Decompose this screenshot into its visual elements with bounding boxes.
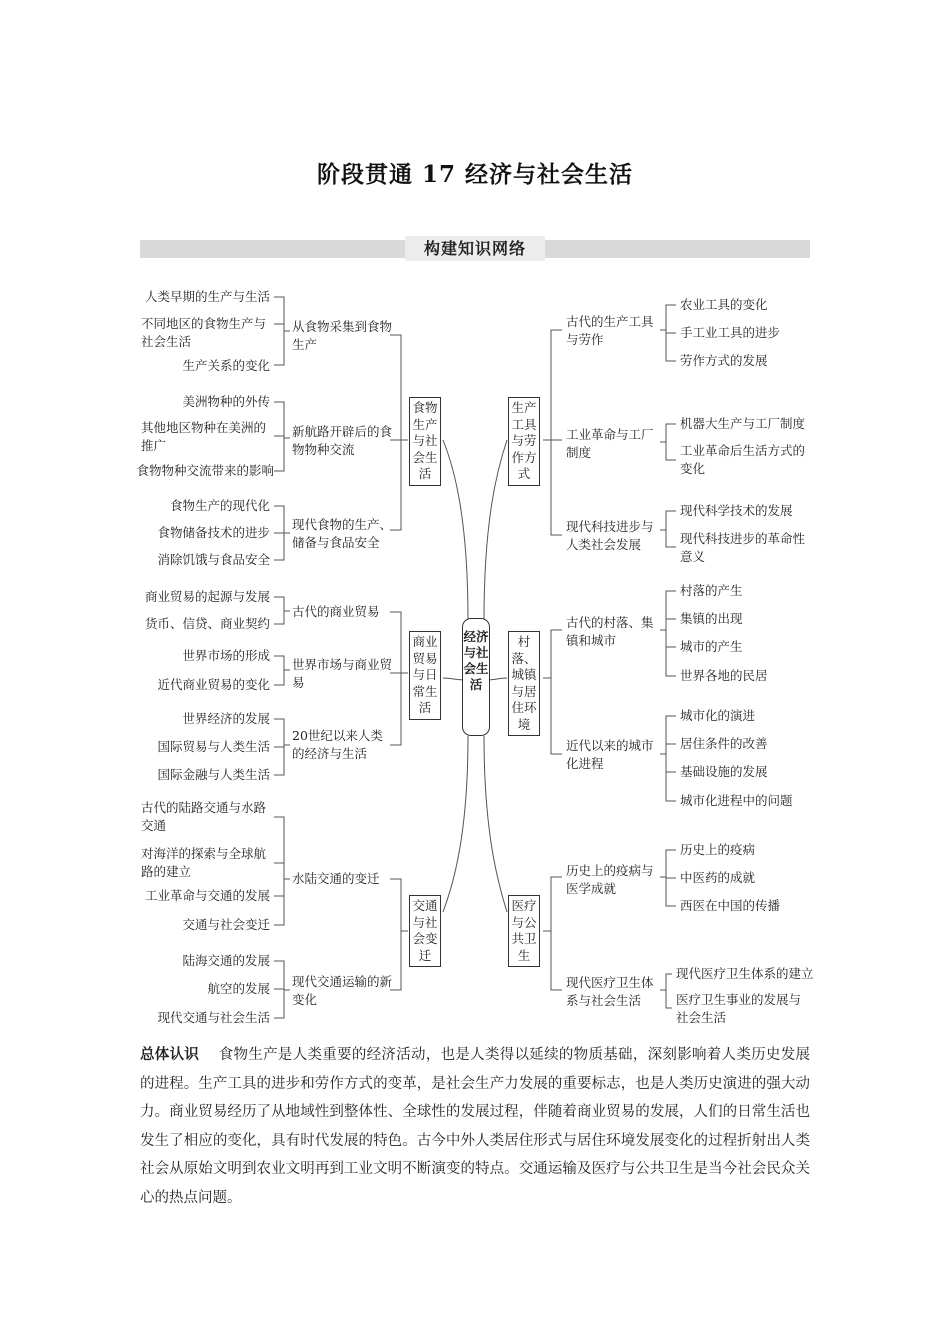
sub-modern-transport: 现代交通运输的新变化 (292, 974, 393, 1007)
sub-world-market: 世界市场与商业贸易 (292, 657, 393, 690)
sub-ancient-settlements: 古代的村落、集镇和城市 (566, 615, 654, 648)
sub-20th-century: 20世纪以来人类的经济与生活 (292, 728, 383, 761)
leaf-food-modernization: 食物生产的现代化 (169, 498, 270, 513)
leaf-urban-evolution: 城市化的演进 (680, 708, 756, 723)
leaf-early-life: 人类早期的生产与生活 (144, 289, 270, 304)
leaf-storage-tech: 食物储备技术的进步 (157, 525, 270, 540)
node-transport: 交通与社会变迁 (409, 895, 441, 967)
sub-urbanization: 近代以来的城市化进程 (566, 738, 654, 771)
sub-species-exchange: 新航路开辟后的食物物种交流 (292, 424, 393, 457)
leaf-currency-credit: 货币、信贷、商业契约 (144, 616, 270, 631)
leaf-health-development: 医疗卫生事业的发展与社会生活 (676, 992, 802, 1025)
leaf-modern-life: 现代交通与社会生活 (157, 1010, 270, 1025)
node-trade: 商业贸易与日常生活 (409, 631, 441, 720)
node-health: 医疗与公共卫生 (508, 895, 540, 967)
sub-modern-tech: 现代科技进步与人类社会发展 (566, 519, 654, 552)
leaf-tcm: 中医药的成就 (680, 870, 756, 885)
sub-modern-health: 现代医疗卫生体系与社会生活 (566, 975, 654, 1008)
sub-industrial-factory: 工业革命与工厂制度 (566, 427, 654, 460)
leaf-health-system: 现代医疗卫生体系的建立 (676, 966, 814, 981)
leaf-intl-trade: 国际贸易与人类生活 (157, 739, 270, 754)
leaf-tech-revolution: 现代科技进步的革命性意义 (680, 531, 806, 564)
sub-modern-food: 现代食物的生产、储备与食品安全 (292, 517, 393, 550)
leaf-urban-problems: 城市化进程中的问题 (680, 793, 793, 808)
sub-food-gathering: 从食物采集到食物生产 (292, 319, 393, 352)
leaf-lifestyle-change: 工业革命后生活方式的变化 (680, 443, 806, 476)
leaf-city-origin: 城市的产生 (680, 639, 743, 654)
leaf-machine-production: 机器大生产与工厂制度 (680, 416, 806, 431)
node-villages: 村落、城镇与居住环境 (508, 631, 540, 736)
leaf-world-economy: 世界经济的发展 (182, 711, 270, 726)
leaf-regional-food: 不同地区的食物生产与社会生活 (141, 316, 267, 349)
leaf-historical-epidemics: 历史上的疫病 (680, 842, 756, 857)
sub-ancient-trade: 古代的商业贸易 (292, 604, 380, 619)
leaf-trade-origin: 商业贸易的起源与发展 (144, 589, 270, 604)
leaf-land-sea: 陆海交通的发展 (182, 953, 270, 968)
leaf-americas-species: 美洲物种的外传 (182, 394, 270, 409)
summary-heading: 总体认识 (140, 1047, 200, 1063)
leaf-relations-change: 生产关系的变化 (182, 358, 270, 373)
leaf-living-conditions: 居住条件的改善 (680, 736, 768, 751)
leaf-ancient-routes: 古代的陆路交通与水路交通 (141, 800, 267, 833)
leaf-modern-trade: 近代商业贸易的变化 (157, 677, 270, 692)
leaf-village-origin: 村落的产生 (680, 583, 743, 598)
center-node: 经济与社会生活 (462, 618, 490, 736)
leaf-species-in-americas: 其他地区物种在美洲的推广 (141, 420, 267, 453)
leaf-western-medicine: 西医在中国的传播 (680, 898, 781, 913)
page-title: 阶段贯通 17 经济与社会生活 (316, 161, 634, 188)
leaf-food-safety: 消除饥饿与食品安全 (157, 552, 270, 567)
summary-paragraph (140, 1041, 810, 1212)
leaf-infrastructure: 基础设施的发展 (680, 764, 768, 779)
leaf-farm-tools: 农业工具的变化 (680, 297, 768, 312)
sub-water-land: 水陆交通的变迁 (292, 871, 380, 886)
leaf-aviation: 航空的发展 (207, 981, 270, 996)
leaf-science-tech: 现代科学技术的发展 (680, 503, 793, 518)
leaf-craft-tools: 手工业工具的进步 (680, 325, 781, 340)
leaf-world-dwellings: 世界各地的民居 (680, 668, 768, 683)
section-banner-label: 构建知识网络 (405, 236, 545, 261)
sub-epidemics: 历史上的疫病与医学成就 (566, 863, 654, 896)
summary-text: 食物生产是人类重要的经济活动，也是人类得以延续的物质基础，深刻影响着人类历史发展的进程。生产工具的进步和劳作方式的变革，是社会生产力发展的重要标志，也是人类历史演进的强大动力。商业贸易经历了从地域性到整体性、全球性的发展过程，伴随着商业贸易的发展，人们的日常生活也发生了相应的变化，具有时代发展的特色。古今中外人类居住形式与居住环境发展变化的过程折射出人类社会从原始文明到农业文明再到工业文明不断演变的特点。交通运输及医疗与公共卫生是当今社会民众关心的热点问题。 (140, 1047, 811, 1206)
leaf-market-towns: 集镇的出现 (680, 611, 743, 626)
leaf-ocean-exploration: 对海洋的探索与全球航路的建立 (141, 846, 267, 879)
sub-ancient-tools: 古代的生产工具与劳作 (566, 314, 654, 347)
node-tools: 生产工具与劳作方式 (508, 397, 540, 486)
leaf-market-formation: 世界市场的形成 (182, 648, 270, 663)
leaf-industrial-transport: 工业革命与交通的发展 (144, 888, 270, 903)
leaf-transport-society: 交通与社会变迁 (182, 917, 270, 932)
leaf-labor-methods: 劳作方式的发展 (680, 353, 768, 368)
leaf-exchange-impact: 食物物种交流带来的影响 (136, 463, 274, 478)
node-food-production: 食物生产与社会生活 (409, 397, 441, 486)
leaf-intl-finance: 国际金融与人类生活 (157, 767, 270, 782)
